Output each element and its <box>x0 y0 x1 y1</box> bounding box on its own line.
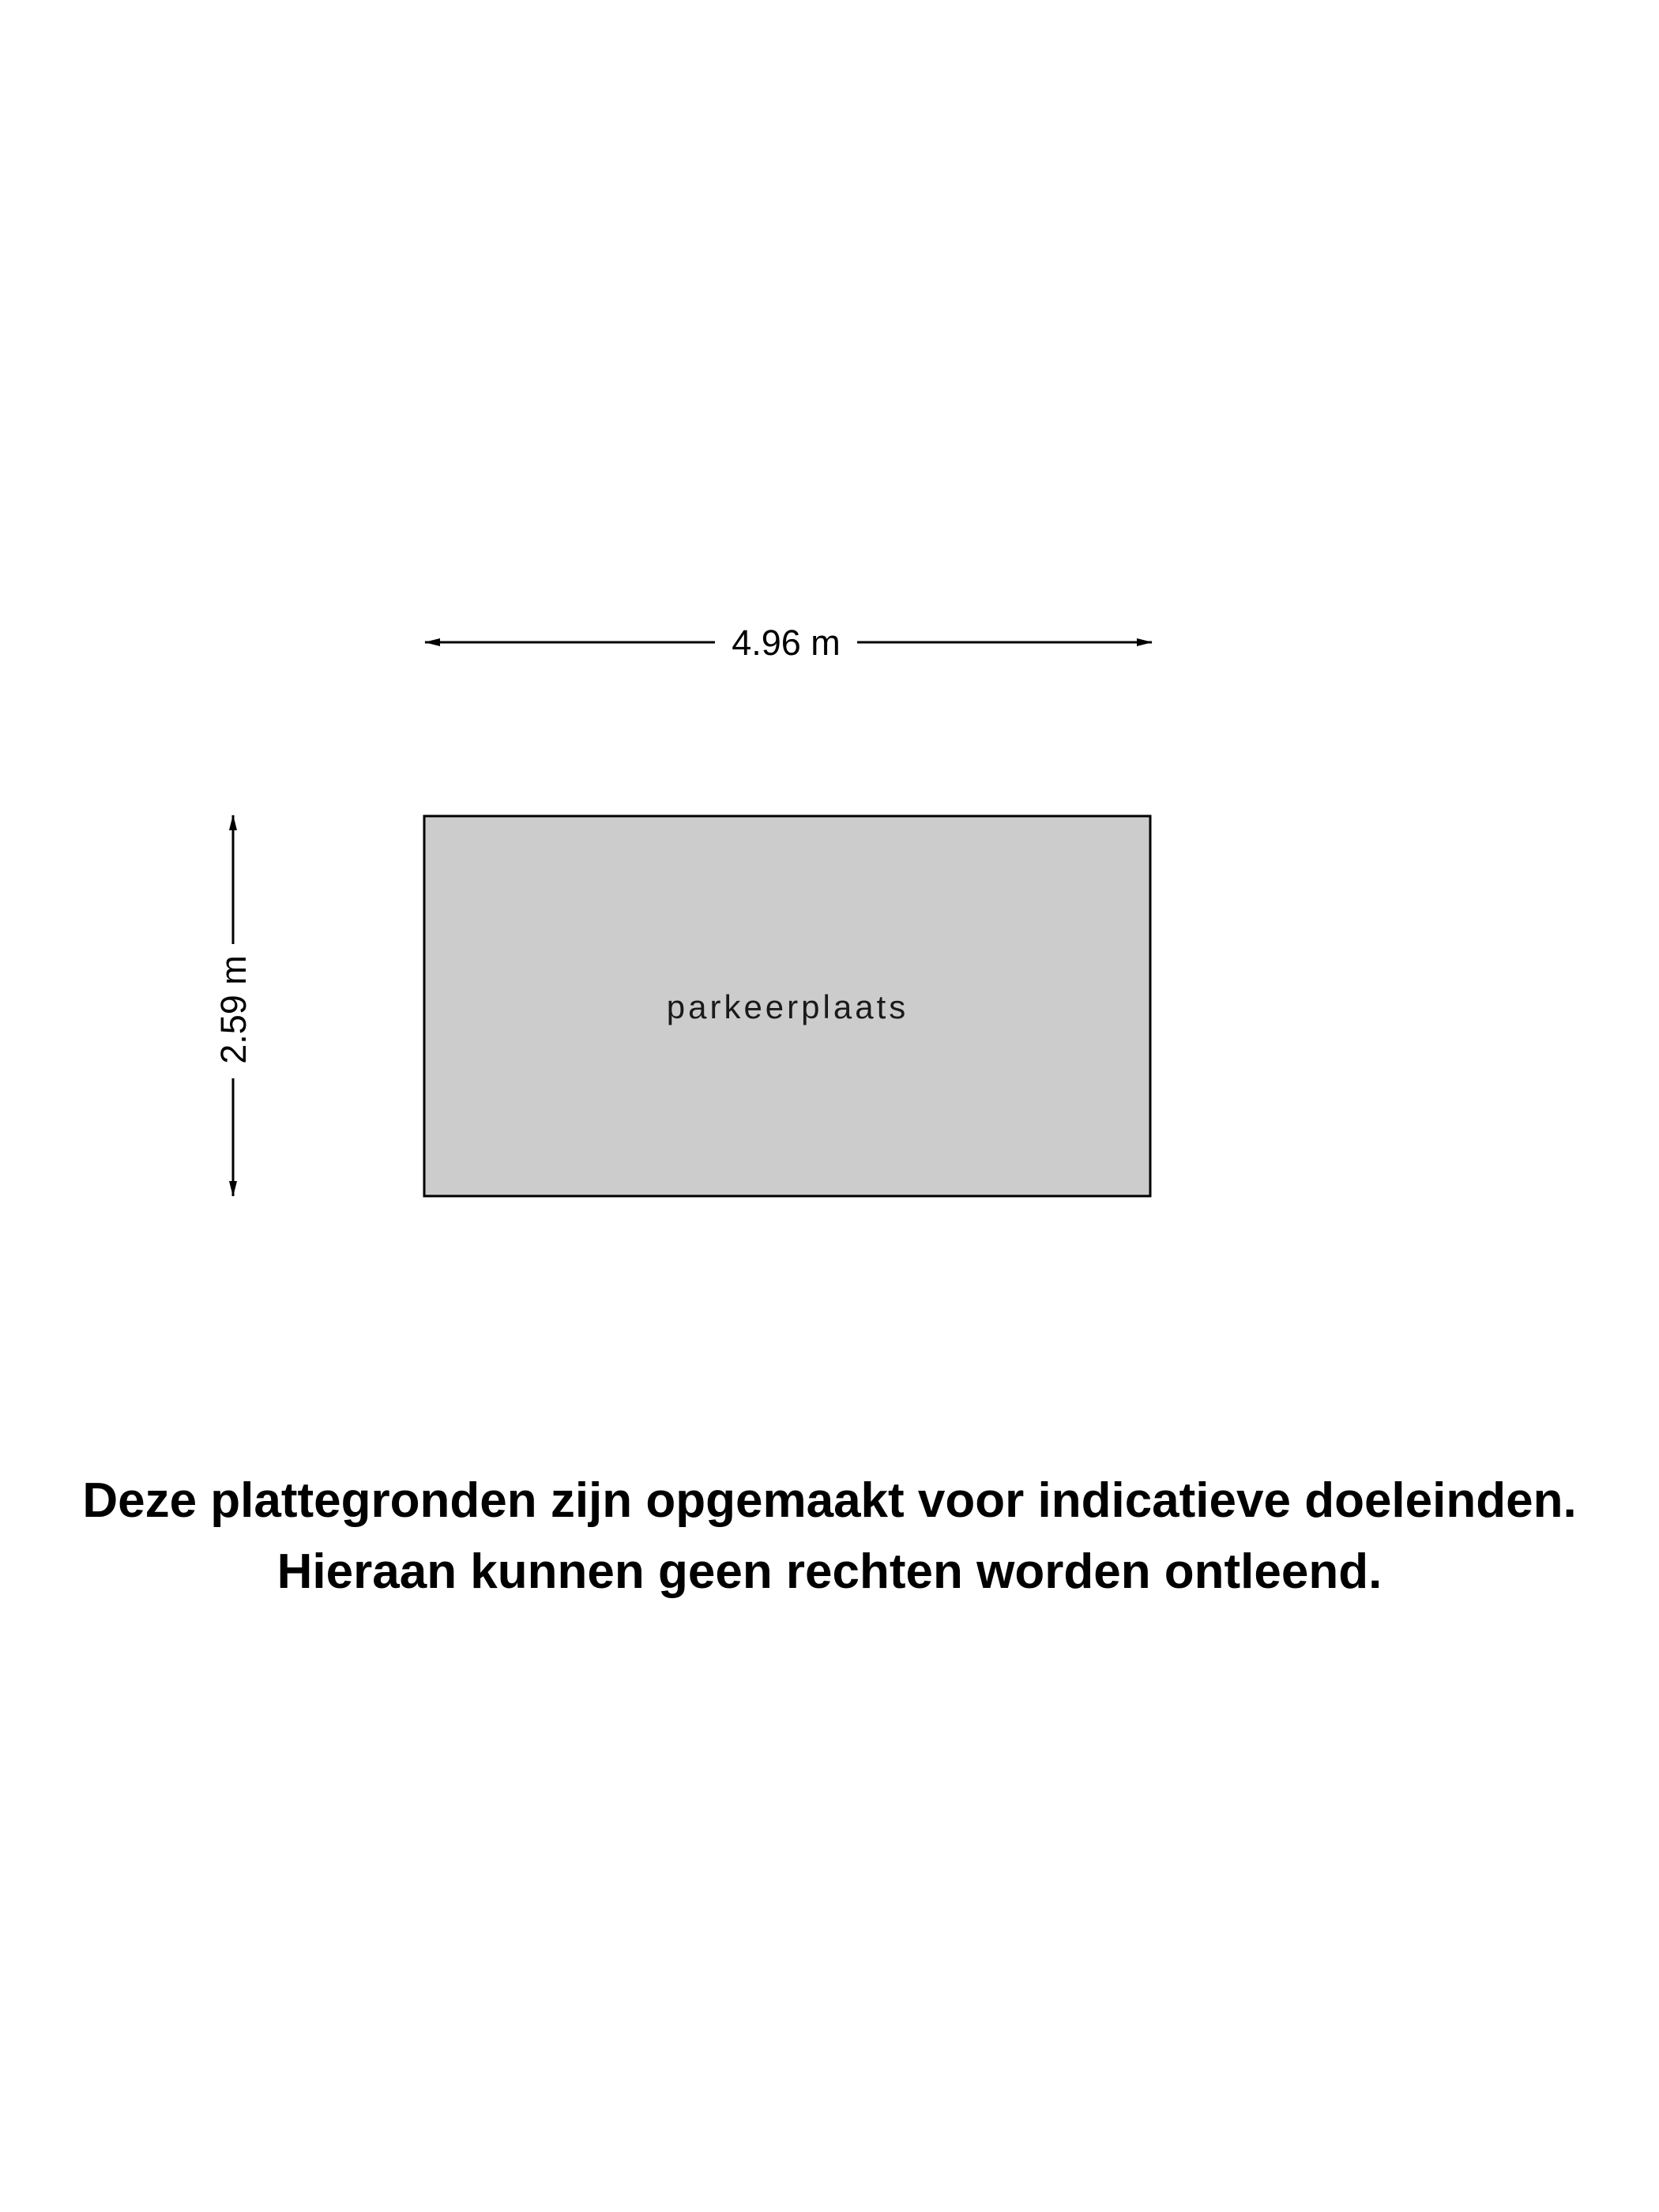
height-dimension-label: 2.59 m <box>213 955 254 1064</box>
width-dimension-label: 4.96 m <box>732 623 841 663</box>
room-parkeerplaats <box>424 816 1150 1196</box>
room-label: parkeerplaats <box>666 988 909 1025</box>
disclaimer-line-1: Deze plattegronden zijn opgemaakt voor indicatieve doeleinden. <box>82 1473 1577 1528</box>
disclaimer-line-2: Hieraan kunnen geen rechten worden ontleend. <box>276 1544 1382 1599</box>
width-dimension <box>425 623 1152 663</box>
height-dimension <box>213 815 254 1196</box>
